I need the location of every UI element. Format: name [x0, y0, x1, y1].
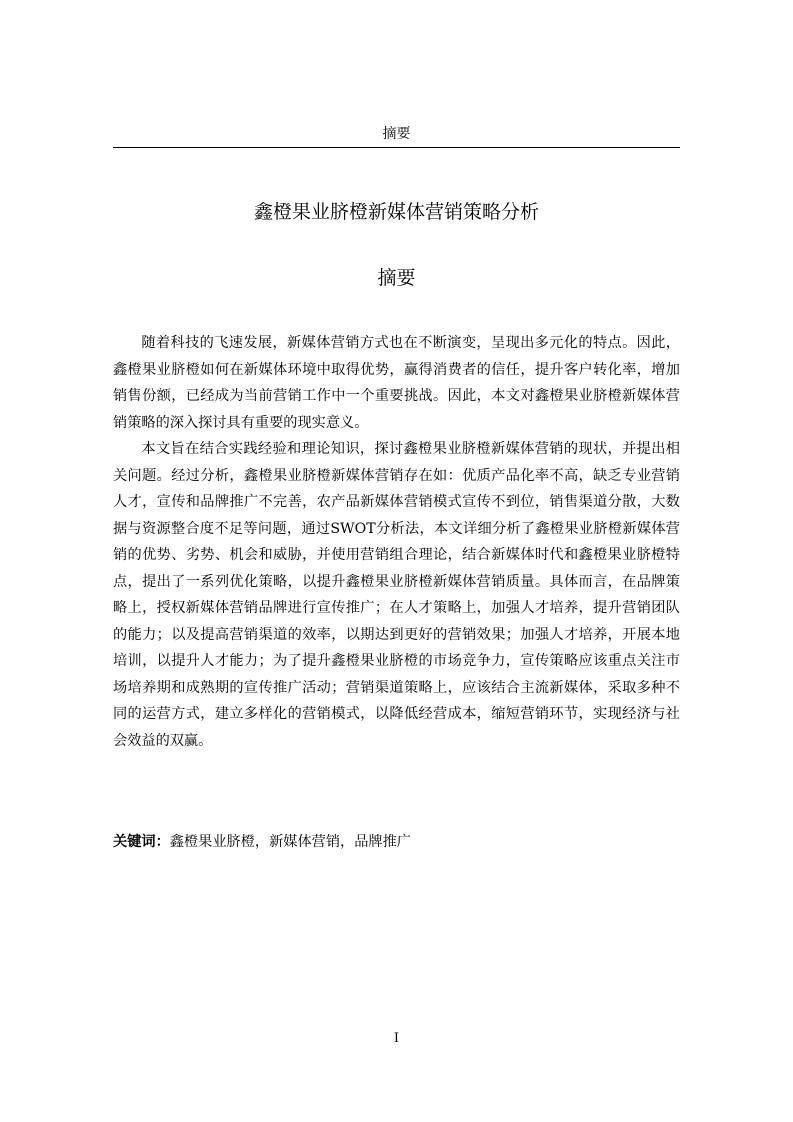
keywords-value: 鑫橙果业脐橙，新媒体营销，品牌推广 [169, 834, 411, 850]
document-title: 鑫橙果业脐橙新媒体营销策略分析 [253, 201, 539, 223]
page-number: I [393, 1031, 400, 1046]
abstract-heading: 摘要 [377, 267, 416, 289]
keywords-line [113, 830, 680, 854]
abstract-body [113, 330, 680, 754]
abstract-paragraph-2: 本文旨在结合实践经验和理论知识，探讨鑫橙果业脐橙新媒体营销的现状，并提出相关问题。经过分析，鑫橙果业脐橙新媒体营销存在如：优质产品化率不高，缺乏专业营销人才，宣传和品牌推广不完善，农产品新媒体营销模式宣传不到位，销售渠道分散，大数据与资源整合度不足等问题，通过SWOT分析法，本文详细分析了鑫橙果业脐橙新媒体营销的优势、劣势、机会和威胁，并使用营销组合理论，结合新媒体时代和鑫橙果业脐橙特点，提出了一系列优化策略，以提升鑫橙果业脐橙新媒体营销质量。具体而言，在品牌策略上，授权新媒体营销品牌进行宣传推广；在人才策略上，加强人才培养，提升营销团队的能力；以及提高营销渠道的效率，以期达到更好的营销效果；加强人才培养，开展本地培训，以提升人才能力；为了提升鑫橙果业脐橙的市场竞争力，宣传策略应该重点关注市场培养期和成熟期的宣传推广活动；营销渠道策略上，应该结合主流新媒体，采取多种不同的运营方式，建立多样化的营销模式，以降低经营成本，缩短营销环节，实现经济与社会效益的双赢。 [113, 441, 680, 749]
running-header: 摘要 [382, 126, 411, 142]
keywords-label: 关键词： [113, 834, 170, 850]
header-rule [113, 147, 680, 148]
abstract-paragraph-1: 随着科技的飞速发展，新媒体营销方式也在不断演变，呈现出多元化的特点。因此，鑫橙果业脐橙如何在新媒体环境中取得优势，赢得消费者的信任，提升客户转化率，增加销售份额，已经成为当前营销工作中一个重要挑战。因此，本文对鑫橙果业脐橙新媒体营销策略的深入探讨具有重要的现实意义。 [113, 335, 680, 431]
